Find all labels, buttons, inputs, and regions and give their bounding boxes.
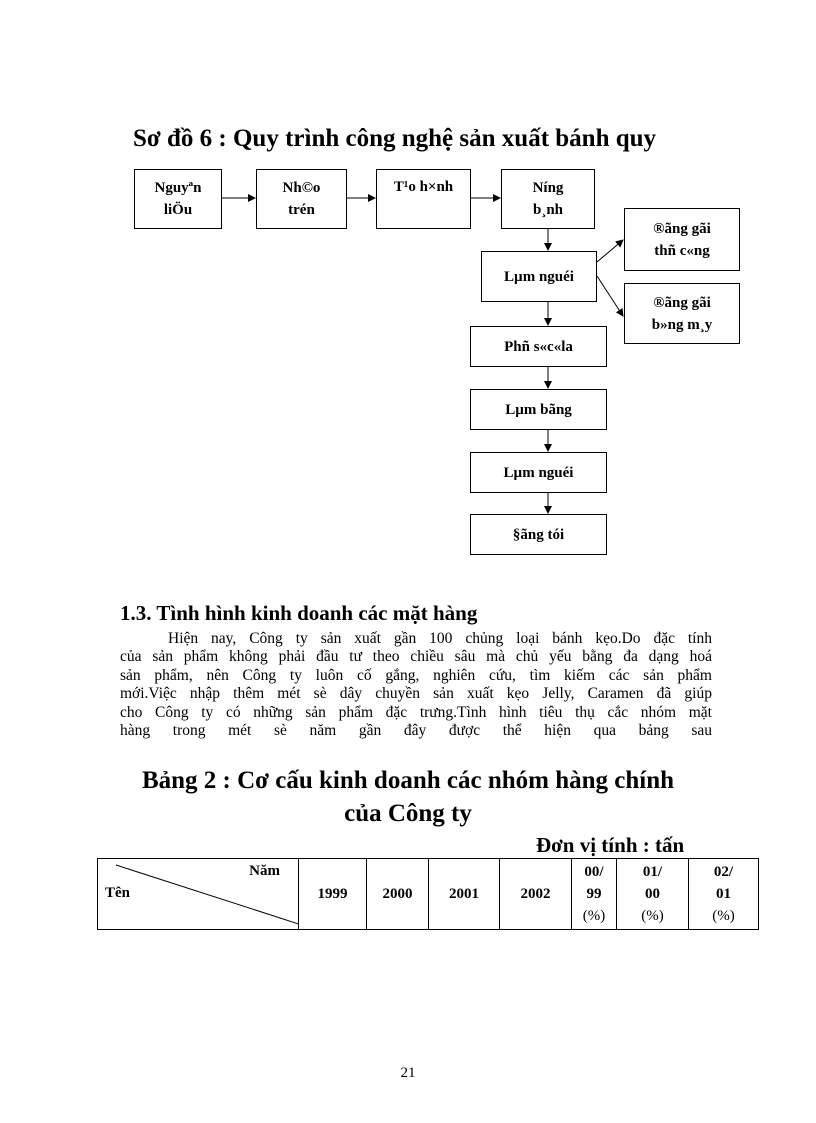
- table-title-line-2: của Công ty: [344, 800, 472, 827]
- step-nuong-banh-label: Níng b¸nh: [532, 180, 564, 218]
- table-unit: Đơn vị tính : tấn: [536, 833, 685, 857]
- step-dong-tui: [470, 514, 607, 555]
- step-tao-hinh-label: T¹o h×nh: [393, 179, 454, 195]
- ratio-header-00-99: [572, 859, 617, 930]
- year-header-2001: 2001: [429, 859, 500, 930]
- corner-cell: [98, 859, 299, 930]
- business-structure-table: [97, 858, 759, 930]
- ratio-header-01-00-line1: 01/: [642, 864, 663, 880]
- step-nguyen-lieu-label: Nguyªn liÖu: [154, 180, 202, 218]
- step-dong-goi-thu-cong: [624, 208, 740, 271]
- step-lam-nguoi: [481, 251, 597, 302]
- table-header-row: [98, 859, 759, 930]
- step-nhao-tron: [256, 169, 347, 229]
- paragraph-line-6: hàng trong mét sè năm gần đây được thể hiện qua bảng sau: [120, 722, 712, 740]
- ratio-header-02-01-line2: 01: [716, 886, 731, 902]
- ratio-header-01-00: [617, 859, 689, 930]
- ratio-header-00-99-line2: 99: [586, 886, 602, 902]
- step-lam-bong: [470, 389, 607, 430]
- step-lam-nguoi-2: [470, 452, 607, 493]
- paragraph-line-1: Hiện nay, Công ty sản xuất gần 100 chủng loại bánh kẹo.Do đặc tính: [168, 630, 712, 647]
- step-dong-goi-may: [624, 283, 740, 344]
- section-heading: 1.3. Tình hình kinh doanh các mặt hàng: [120, 601, 478, 625]
- step-phu-socola: [470, 326, 607, 367]
- arrow-lam-nguoi-to-dong-goi-may: [597, 276, 623, 316]
- ratio-header-00-99-line3: (%): [582, 908, 606, 924]
- ratio-header-00-99-line1: 00/: [584, 864, 604, 880]
- paragraph-line-2: của sản phẩm không phải đầu tư theo chiều sâu mà chủ yếu bằng đa dạng hoá: [120, 648, 712, 666]
- step-phu-socola-label: Phñ s«c«la: [504, 338, 573, 355]
- step-tao-hinh: [376, 169, 471, 229]
- diagram-title: Sơ đồ 6 : Quy trình công nghệ sản xuất bánh quy: [133, 125, 657, 152]
- year-header-2000: 2000: [367, 859, 429, 930]
- step-lam-nguoi-label: Lµm nguéi: [504, 268, 574, 285]
- step-dong-goi-thu-cong-label: ®ãng gãi thñ c«ng: [653, 220, 711, 259]
- page-number: 21: [400, 1065, 416, 1081]
- paragraph-line-5: cho Công ty có những sản phẩm đặc trưng.Tình hình tiêu thụ cắc nhóm mặt: [120, 703, 712, 721]
- year-header-2002: 2002: [500, 859, 572, 930]
- step-dong-tui-label: §ãng tói: [512, 526, 565, 543]
- step-nuong-banh: [501, 169, 595, 229]
- step-lam-nguoi-2-label: Lµm nguéi: [503, 464, 574, 481]
- section-paragraph: [120, 630, 712, 740]
- ratio-header-01-00-line2: 00: [645, 886, 660, 902]
- ratio-header-02-01-line3: (%): [712, 908, 735, 924]
- corner-top-label: Năm: [249, 863, 280, 879]
- corner-bottom-label: Tên: [105, 885, 131, 901]
- ratio-header-01-00-line3: (%): [641, 908, 664, 924]
- table-title-line-1: Bảng 2 : Cơ cấu kinh doanh các nhóm hàng chính: [141, 767, 675, 794]
- step-dong-goi-may-label: ®ãng gãi b»ng m¸y: [651, 294, 713, 333]
- arrow-lam-nguoi-to-dong-goi-thu-cong: [597, 240, 623, 262]
- step-nguyen-lieu: [134, 169, 222, 229]
- ratio-header-02-01: [689, 859, 759, 930]
- step-lam-bong-label: Lµm bãng: [505, 401, 572, 418]
- year-header-1999: 1999: [299, 859, 367, 930]
- ratio-header-02-01-line1: 02/: [713, 864, 734, 880]
- step-nhao-tron-label: Nh©o trén: [282, 180, 321, 218]
- paragraph-line-3: sản phẩm, nên Công ty luôn cố gắng, nghiên cứu, tìm kiếm các sản phẩm: [120, 666, 712, 684]
- paragraph-line-4: mới.Việc nhập thêm mét sè dây chuyền sản xuất kẹo Jelly, Caramen đã giúp: [120, 685, 712, 703]
